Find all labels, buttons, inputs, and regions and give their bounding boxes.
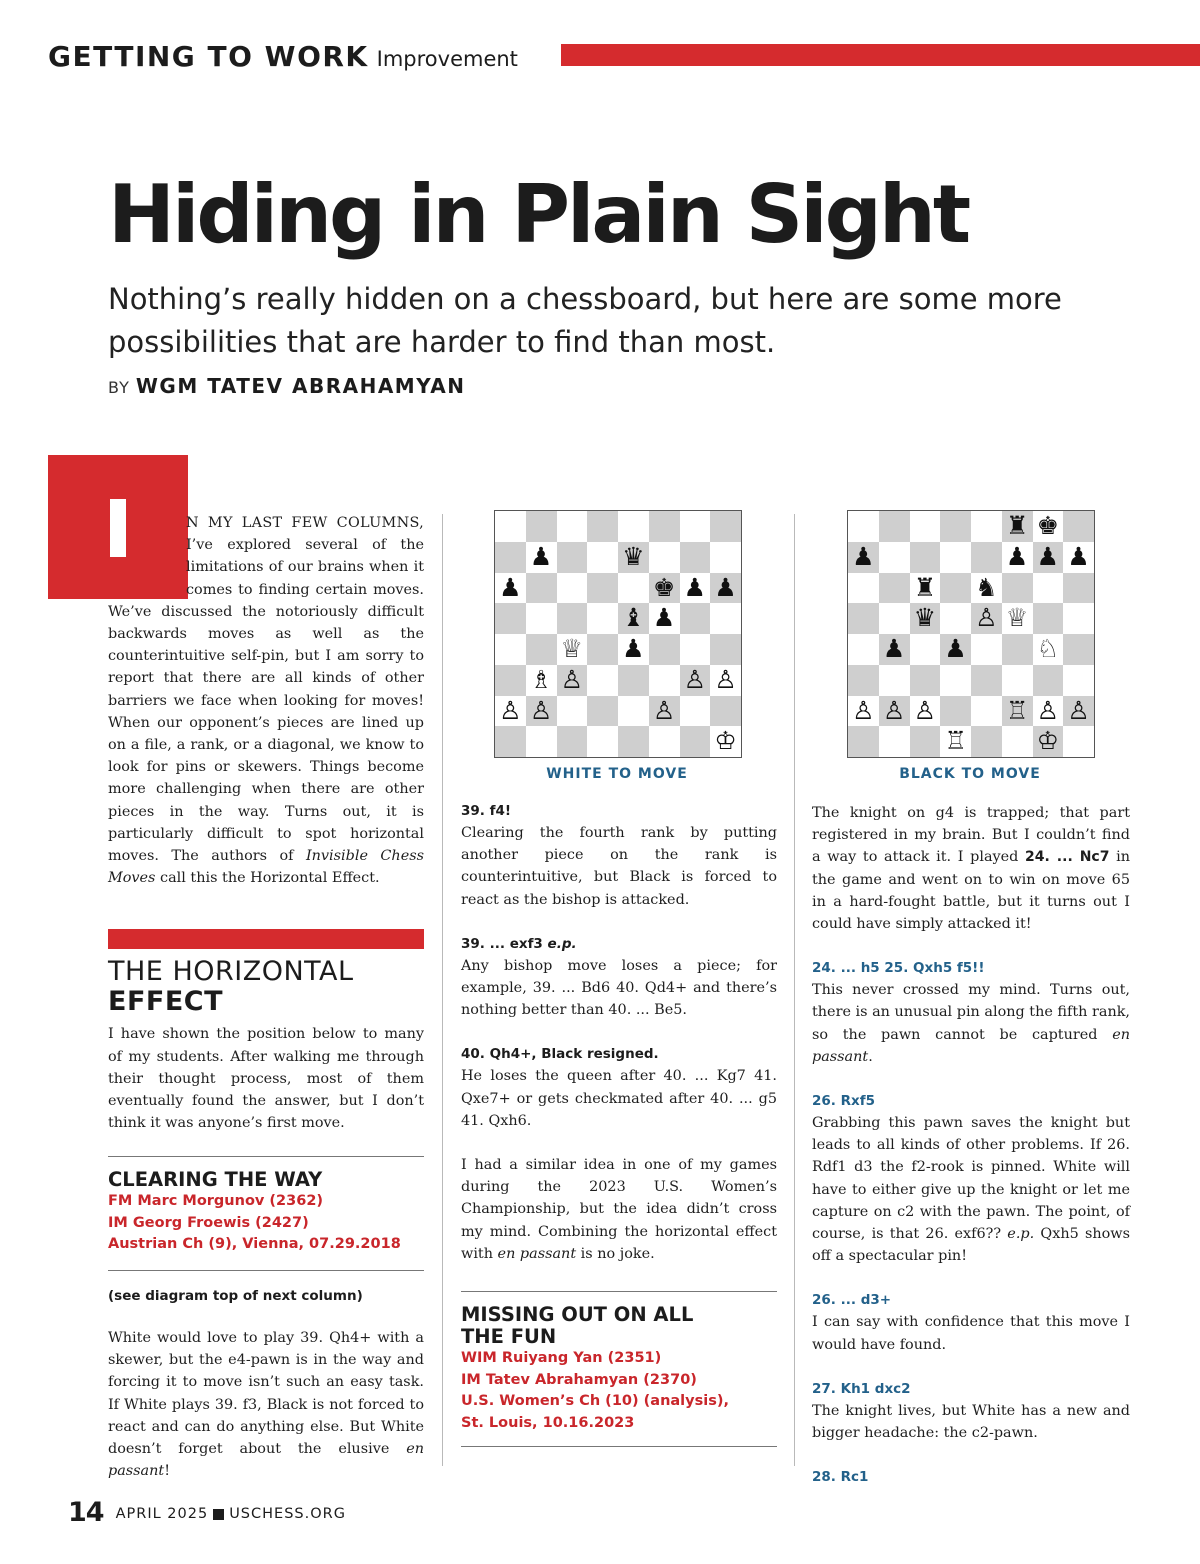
chess-piece-g6: ♟ [683,572,707,602]
chess-piece-a7: ♟ [852,541,875,571]
dark-square [940,511,971,542]
light-square [557,573,588,604]
para-text-a: The knight on g4 is trapped; that part registered in my brain. But I couldn’t find a way to attack it. I played [812,805,1130,866]
light-square [940,665,971,696]
move-commentary: I can say with confidence that this move I would have found. [812,1314,1130,1353]
chess-piece-b4: ♟ [882,634,906,663]
para-text-a: I had a similar idea in one of my games during the 2023 U.S. Women’s Championship, but the idea didn’t cross my mind. Combining the horizontal effect with [461,1157,777,1262]
light-square [848,573,879,604]
move-commentary [812,979,1130,1068]
move-heading [461,933,777,955]
diagram-note: (see diagram top of next column) [108,1287,363,1304]
chessboard [847,510,1095,758]
dark-square [1002,634,1033,665]
chessboard [494,510,742,758]
chess-piece-f8: ♜ [1005,511,1029,540]
chess-piece-c3: ♙ [560,664,584,694]
dark-square [495,726,526,757]
diagram-white-to-move [494,510,742,782]
column-1 [108,498,424,1482]
chess-piece-g2: ♙ [1036,695,1060,725]
light-square [910,634,941,665]
light-square [649,726,680,757]
chess-piece-h2: ♙ [1067,695,1090,725]
section-rule [561,44,1200,66]
dark-square [618,665,649,696]
diagram-caption: WHITE TO MOVE [546,766,688,782]
chess-piece-f2: ♙ [652,695,676,725]
chess-piece-a2: ♙ [852,695,875,725]
chess-piece-f6: ♚ [652,572,676,602]
move-heading: 40. Qh4+, Black resigned. [461,1046,659,1063]
dark-square [649,634,680,665]
light-square [557,511,588,542]
byline-prefix: BY [108,378,130,397]
dark-square [495,542,526,573]
move-heading: 26. Rxf5 [812,1093,875,1110]
dark-square [1063,634,1094,665]
move-commentary [812,1112,1130,1267]
intro-opening: N MY LAST FEW COLUMNS, [186,515,424,531]
chess-piece-f2: ♖ [1005,695,1029,725]
move-heading: 39. f4! [461,803,512,819]
move-commentary: Any bishop move loses a piece; for example, 39. ... Bd6 40. Qd4+ and there’s nothing better than 40. ... Be5. [461,957,777,1019]
page-number: 14 [68,1497,104,1528]
final-text-a: White would love to play 39. Qh4+ with a skewer, but the e4-pawn is in the way and forcing it to move isn’t such an easy task. If White plays 39. f3, Black is not forced to react and can do anything else. But White doesn’t forget about the elusive [108,1329,424,1457]
game-header-rule [461,1446,777,1447]
page-footer [68,1497,346,1528]
light-square [680,511,711,542]
column-3 [812,802,1130,1488]
inline-move: 24. ... Nc7 [1025,849,1110,866]
dark-square [526,511,557,542]
para-text-b: in the game and went on to win on move 65 in a hard-fought battle, but it turns out I could have simply attacked it! [812,849,1130,933]
dark-square [710,634,741,665]
game-black-player: IM Tatev Abrahamyan (2370) [461,1371,697,1388]
dark-square [848,665,879,696]
dark-square [1033,603,1064,634]
commentary-text-b: . [868,1048,873,1065]
dark-square [587,696,618,727]
byline-author: WGM TATEV ABRAHAMYAN [135,374,466,398]
move-commentary: Clearing the fourth rank by putting another piece on the rank is counterintuitive, but Black is forced to react as the bishop is attacked. [461,825,777,908]
dark-square [526,573,557,604]
light-square [879,542,910,573]
chess-piece-b2: ♙ [529,695,553,725]
light-square [1033,573,1064,604]
en-passant-term: en passant [497,1245,577,1262]
intro-text-b: call this the Horizontal Effect. [155,870,380,887]
column-2 [461,800,777,1447]
light-square [1063,603,1094,634]
chess-piece-h1: ♔ [714,726,737,756]
game-white-player: FM Marc Morgunov (2362) [108,1193,324,1210]
chess-piece-a6: ♟ [499,572,522,602]
dark-square [557,603,588,634]
chess-piece-g3: ♙ [683,664,707,694]
footer-square-icon [213,1509,224,1520]
dark-square [495,603,526,634]
chess-piece-a2: ♙ [499,695,522,725]
en-passant-abbrev: e.p. [1007,1226,1035,1243]
dark-square [618,726,649,757]
light-square [587,542,618,573]
chess-piece-h3: ♙ [714,664,737,694]
dark-square [526,634,557,665]
game-place-date: St. Louis, 10.16.2023 [461,1414,635,1431]
byline [108,374,465,398]
chess-piece-g1: ♔ [1036,726,1060,756]
dark-square [910,726,941,757]
chess-piece-f5: ♕ [1005,603,1029,633]
section-heading-line1: THE HORIZONTAL [108,956,354,988]
chess-piece-g4: ♘ [1036,634,1060,663]
dark-square [495,665,526,696]
dark-square [710,696,741,727]
move-heading: 24. ... h5 25. Qxh5 f5!! [812,960,985,977]
en-passant-abbrev: e.p. [547,935,577,952]
en-passant-term: en passant [812,1026,1130,1065]
dark-square [710,511,741,542]
dark-square [1002,573,1033,604]
dark-square [587,511,618,542]
move-commentary: He loses the queen after 40. ... Kg7 41. Qxe7+ or gets checkmated after 40. ... g5 41. Qxh6. [461,1068,777,1129]
game-title: MISSING OUT ON ALL THE FUN [461,1303,694,1349]
dark-square [680,726,711,757]
diagram-black-to-move [847,510,1095,782]
light-square [971,634,1002,665]
move-commentary: The knight lives, but White has a new and bigger headache: the c2-pawn. [812,1402,1130,1442]
book-title: Invisible Chess Moves [108,848,424,887]
game-header-rule [108,1270,424,1271]
dark-square [879,573,910,604]
website: USCHESS.ORG [229,1506,346,1522]
section-label [48,40,518,73]
intro-paragraph [108,512,424,889]
dark-square [1063,573,1094,604]
light-square [495,511,526,542]
move-notation: 39. ... exf3 [461,935,543,952]
section-subtitle: Improvement [376,47,518,71]
light-square [971,511,1002,542]
chess-piece-b3: ♗ [529,664,553,694]
issue-date: APRIL 2025 [115,1506,209,1522]
light-square [680,696,711,727]
chess-piece-h7: ♟ [1067,541,1090,571]
dark-square [1033,665,1064,696]
intro-text-a: I’ve explored several of the limitations of our brains when it comes to finding certain moves. We’ve discussed the notoriously difficult backwards moves as well as the counterintuitive self-pin, but I am sorry to report that there are all kinds of other barriers we face when looking for moves! When our opponent’s pieces are lined up on a file, a rank, or a diagonal, we know to look for pins or skewers. Things become more challenging when there are other pieces in the way. Turns out, it is particularly difficult to spot horizontal moves. The authors of [108,537,424,865]
dark-square [971,726,1002,757]
move-heading: 26. ... d3+ [812,1292,892,1309]
section-heading [108,957,424,1017]
column-divider [794,514,795,1466]
dark-square [587,634,618,665]
chess-piece-e5: ♙ [975,603,998,633]
dark-square [587,573,618,604]
light-square [1063,665,1094,696]
chess-piece-e6: ♞ [975,572,998,602]
game-black-player: IM Georg Froewis (2427) [108,1214,309,1231]
dark-square [557,726,588,757]
chess-piece-e5: ♝ [622,603,645,633]
light-square [1002,665,1033,696]
chess-piece-c2: ♙ [913,695,937,725]
game-event: U.S. Women’s Ch (10) (analysis), [461,1393,729,1410]
light-square [1002,726,1033,757]
move-heading: 28. Rc1 [812,1469,869,1486]
light-square [710,603,741,634]
game-header-2 [461,1291,777,1446]
article-headline: Hiding in Plain Sight [108,168,969,261]
light-square [618,696,649,727]
section-heading-rule [108,929,424,949]
chess-piece-f5: ♟ [652,603,676,633]
diagram-caption: BLACK TO MOVE [899,766,1041,782]
section-title: GETTING TO WORK [48,40,369,73]
para-text-b: is no joke. [576,1245,655,1262]
light-square [618,573,649,604]
move-heading: 27. Kh1 dxc2 [812,1380,911,1397]
game-title: CLEARING THE WAY [108,1168,323,1192]
chess-piece-c6: ♜ [913,572,937,602]
light-square [848,511,879,542]
dark-square [940,696,971,727]
light-square [618,511,649,542]
dark-square [649,511,680,542]
article-deck: Nothing’s really hidden on a chessboard, but here are some more possibilities that are harder to find than most. [108,282,1062,359]
light-square [940,603,971,634]
light-square [587,665,618,696]
dark-square [1063,511,1094,542]
light-square [587,726,618,757]
dark-square [557,542,588,573]
light-square [495,634,526,665]
game-event: Austrian Ch (9), Vienna, 07.29.2018 [108,1236,401,1253]
light-square [587,603,618,634]
game-header-1 [108,1156,424,1270]
chess-piece-d4: ♟ [944,634,967,663]
dark-square [680,603,711,634]
chess-piece-c4: ♕ [560,634,584,663]
section-paragraph: I have shown the position below to many of my students. After walking me through their thought process, most of them eventually found the answer, but I don’t think it was anyone’s first move. [108,1026,424,1132]
dark-square [848,726,879,757]
chess-piece-e4: ♟ [622,634,645,663]
light-square [710,542,741,573]
light-square [526,603,557,634]
dropcap-spacer [108,512,186,600]
dark-square [910,542,941,573]
dark-square [971,665,1002,696]
dark-square [848,603,879,634]
dark-square [910,665,941,696]
dark-square [680,542,711,573]
commentary-text-a: Grabbing this pawn saves the knight but leads to all kinds of other problems. If 26. Rdf1 d3 the f2-rook is pinned. White will have to either give up the knight or let me capture on c2 with the pawn. The point, of course, is that 26. exf6?? [812,1115,1130,1243]
light-square [879,603,910,634]
light-square [526,726,557,757]
column-1-final-paragraph [108,1327,424,1482]
section-heading-line2: EFFECT [108,986,224,1018]
commentary-text-a: This never crossed my mind. Turns out, there is an unusual pin along the fifth rank, so the pawn cannot be captured [812,982,1131,1043]
en-passant-term: en passant [108,1440,424,1480]
chess-piece-b2: ♙ [882,695,906,725]
dark-square [940,573,971,604]
knight-paragraph [812,802,1130,935]
light-square [1063,726,1094,757]
chess-piece-b7: ♟ [529,541,553,571]
chess-piece-d1: ♖ [944,726,967,756]
light-square [649,542,680,573]
transition-paragraph [461,1154,777,1265]
commentary-text-b: Qxh5 shows off a spectacular pin! [812,1226,1130,1265]
light-square [940,542,971,573]
chess-piece-f7: ♟ [1005,541,1029,571]
dark-square [879,511,910,542]
light-square [971,696,1002,727]
chess-piece-g8: ♚ [1036,511,1060,540]
game-white-player: WIM Ruiyang Yan (2351) [461,1350,662,1367]
chess-piece-h6: ♟ [714,572,737,602]
dark-square [971,542,1002,573]
light-square [848,634,879,665]
light-square [879,726,910,757]
column-divider [442,514,443,1466]
light-square [879,665,910,696]
light-square [910,511,941,542]
light-square [649,665,680,696]
chess-piece-g7: ♟ [1036,541,1060,571]
chess-piece-e7: ♛ [622,541,645,571]
light-square [557,696,588,727]
final-text-b: ! [164,1463,170,1480]
chess-piece-c5: ♛ [913,603,937,633]
light-square [680,634,711,665]
